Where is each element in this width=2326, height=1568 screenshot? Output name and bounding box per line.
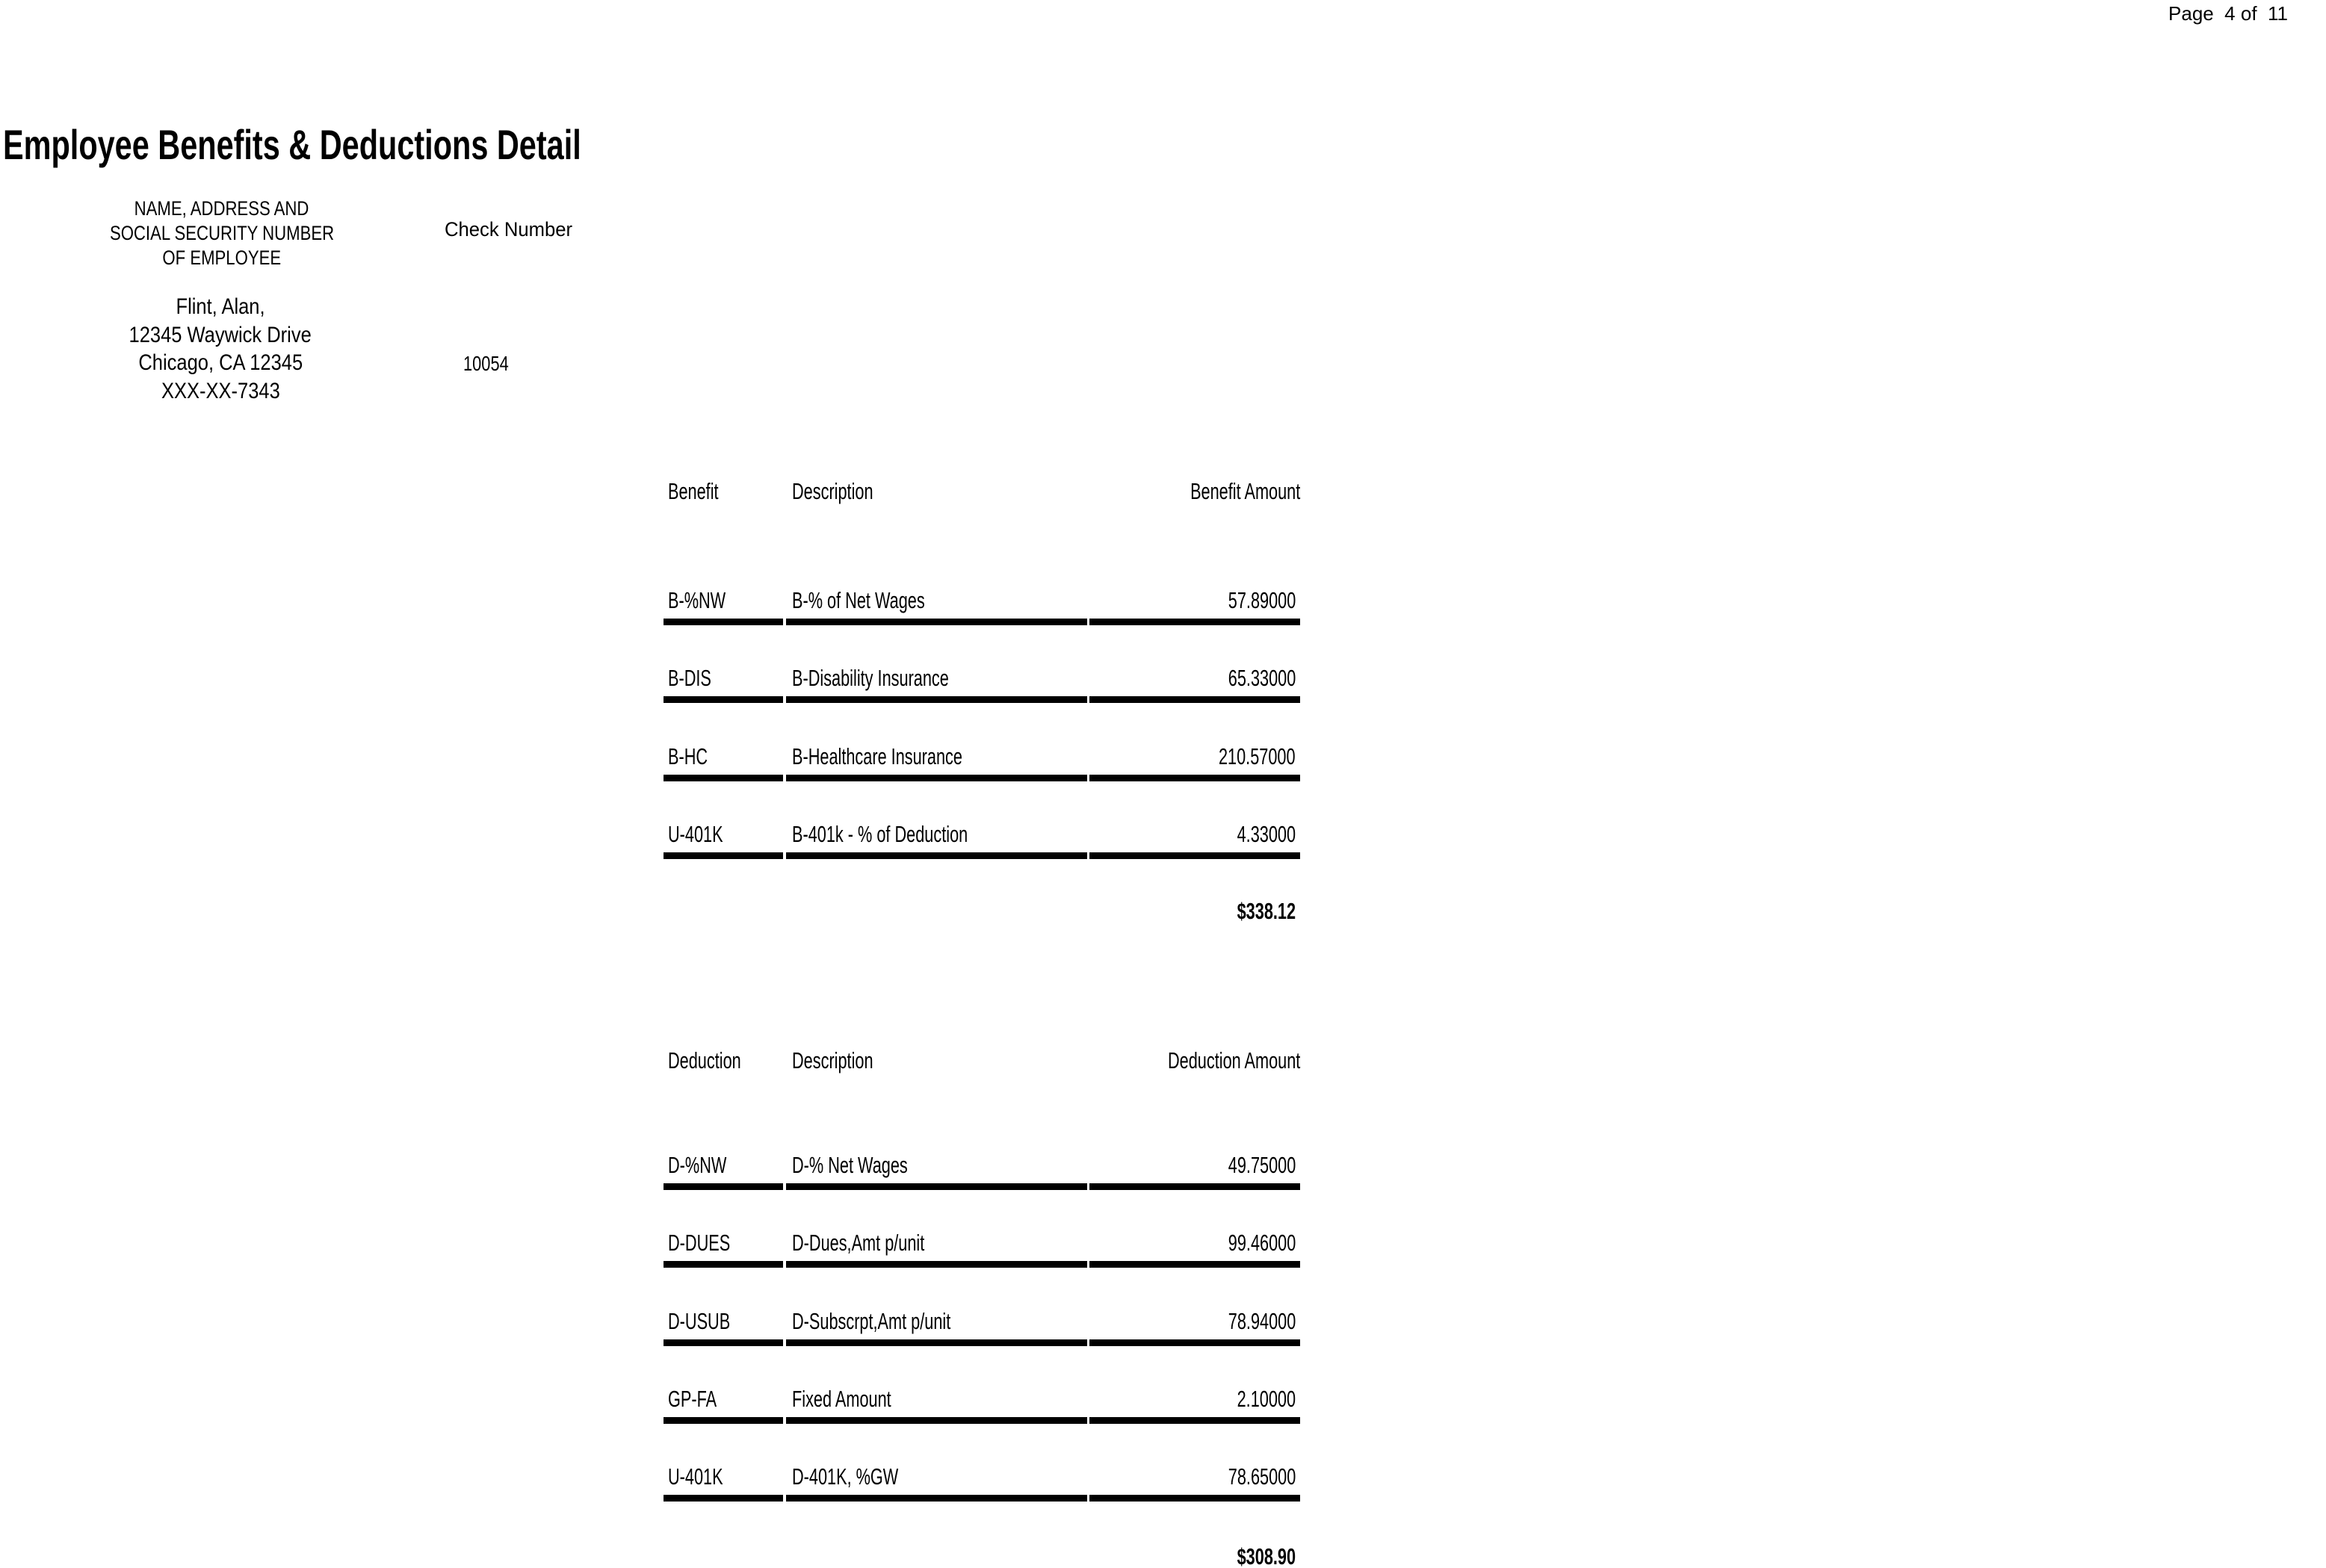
benefits-total: $338.12 <box>1237 898 1296 924</box>
employee-name: Flint, Alan, <box>176 294 265 319</box>
benefits-table <box>664 478 1300 941</box>
row-benefit-code: B-%NW <box>668 587 726 613</box>
row-deduction-code: D-USUB <box>668 1308 731 1334</box>
deductions-col-header-code: Deduction <box>668 1047 741 1073</box>
row-benefit-amount: 57.89000 <box>1228 587 1296 613</box>
row-deduction-amount: 49.75000 <box>1228 1152 1296 1178</box>
row-deduction-description: D-Dues,Amt p/unit <box>792 1230 925 1256</box>
check-number-label: Check Number <box>445 218 573 241</box>
page-indicator: Page 4 of 11 <box>2168 2 2288 25</box>
deductions-table <box>664 1044 1300 1568</box>
row-underline <box>664 852 1300 859</box>
table-row <box>664 587 1300 626</box>
row-deduction-description: D-% Net Wages <box>792 1152 908 1178</box>
row-benefit-description: B-401k - % of Deduction <box>792 821 968 847</box>
benefits-col-header-amount: Benefit Amount <box>1190 478 1300 504</box>
row-deduction-amount: 78.65000 <box>1228 1463 1296 1490</box>
row-benefit-amount: 210.57000 <box>1219 743 1296 769</box>
row-deduction-code: U-401K <box>668 1463 723 1490</box>
row-benefit-description: B-Healthcare Insurance <box>792 743 962 769</box>
table-row <box>664 1386 1300 1425</box>
row-benefit-code: U-401K <box>668 821 723 847</box>
page-title: Employee Benefits & Deductions Detail <box>3 121 581 168</box>
table-row <box>664 743 1300 782</box>
row-underline <box>664 1417 1300 1424</box>
row-benefit-code: B-HC <box>668 743 708 769</box>
deductions-col-header-description: Description <box>792 1047 873 1073</box>
check-number-value: 10054 <box>463 352 509 375</box>
row-deduction-code: D-%NW <box>668 1152 727 1178</box>
benefits-col-header-description: Description <box>792 478 873 504</box>
row-benefit-code: B-DIS <box>668 665 711 691</box>
employee-info-label-line-1: NAME, ADDRESS AND <box>134 197 309 220</box>
row-benefit-amount: 65.33000 <box>1228 665 1296 691</box>
table-row <box>664 1463 1300 1502</box>
row-underline <box>664 1495 1300 1502</box>
row-deduction-code: GP-FA <box>668 1386 717 1412</box>
row-deduction-code: D-DUES <box>668 1230 731 1256</box>
row-underline <box>664 775 1300 781</box>
row-underline <box>664 619 1300 625</box>
table-row <box>664 1308 1300 1347</box>
row-underline <box>664 696 1300 703</box>
row-deduction-amount: 78.94000 <box>1228 1308 1296 1334</box>
benefits-col-header-code: Benefit <box>668 478 719 504</box>
row-benefit-description: B-% of Net Wages <box>792 587 925 613</box>
employee-ssn-masked: XXX-XX-7343 <box>161 378 280 403</box>
row-deduction-description: D-401K, %GW <box>792 1463 899 1490</box>
deductions-col-header-amount: Deduction Amount <box>1167 1047 1300 1073</box>
row-deduction-amount: 99.46000 <box>1228 1230 1296 1256</box>
employee-info-label <box>35 196 409 270</box>
row-deduction-amount: 2.10000 <box>1237 1386 1296 1412</box>
row-underline <box>664 1261 1300 1268</box>
deductions-total: $308.90 <box>1237 1543 1296 1568</box>
row-underline <box>664 1339 1300 1346</box>
employee-info-label-line-2: SOCIAL SECURITY NUMBER <box>109 222 335 244</box>
benefits-table-header <box>664 478 1300 517</box>
deductions-table-header <box>664 1047 1300 1086</box>
row-benefit-description: B-Disability Insurance <box>792 665 949 691</box>
employee-address-line-2: Chicago, CA 12345 <box>138 350 303 375</box>
table-row <box>664 1152 1300 1191</box>
row-underline <box>664 1183 1300 1190</box>
employee-address-line-1: 12345 Waywick Drive <box>129 322 312 347</box>
table-row <box>664 1230 1300 1268</box>
table-row <box>664 821 1300 860</box>
row-deduction-description: D-Subscrpt,Amt p/unit <box>792 1308 951 1334</box>
row-deduction-description: Fixed Amount <box>792 1386 891 1412</box>
employee-address-block <box>34 293 407 405</box>
row-benefit-amount: 4.33000 <box>1237 821 1296 847</box>
table-row <box>664 665 1300 704</box>
employee-info-label-line-3: OF EMPLOYEE <box>162 247 282 269</box>
